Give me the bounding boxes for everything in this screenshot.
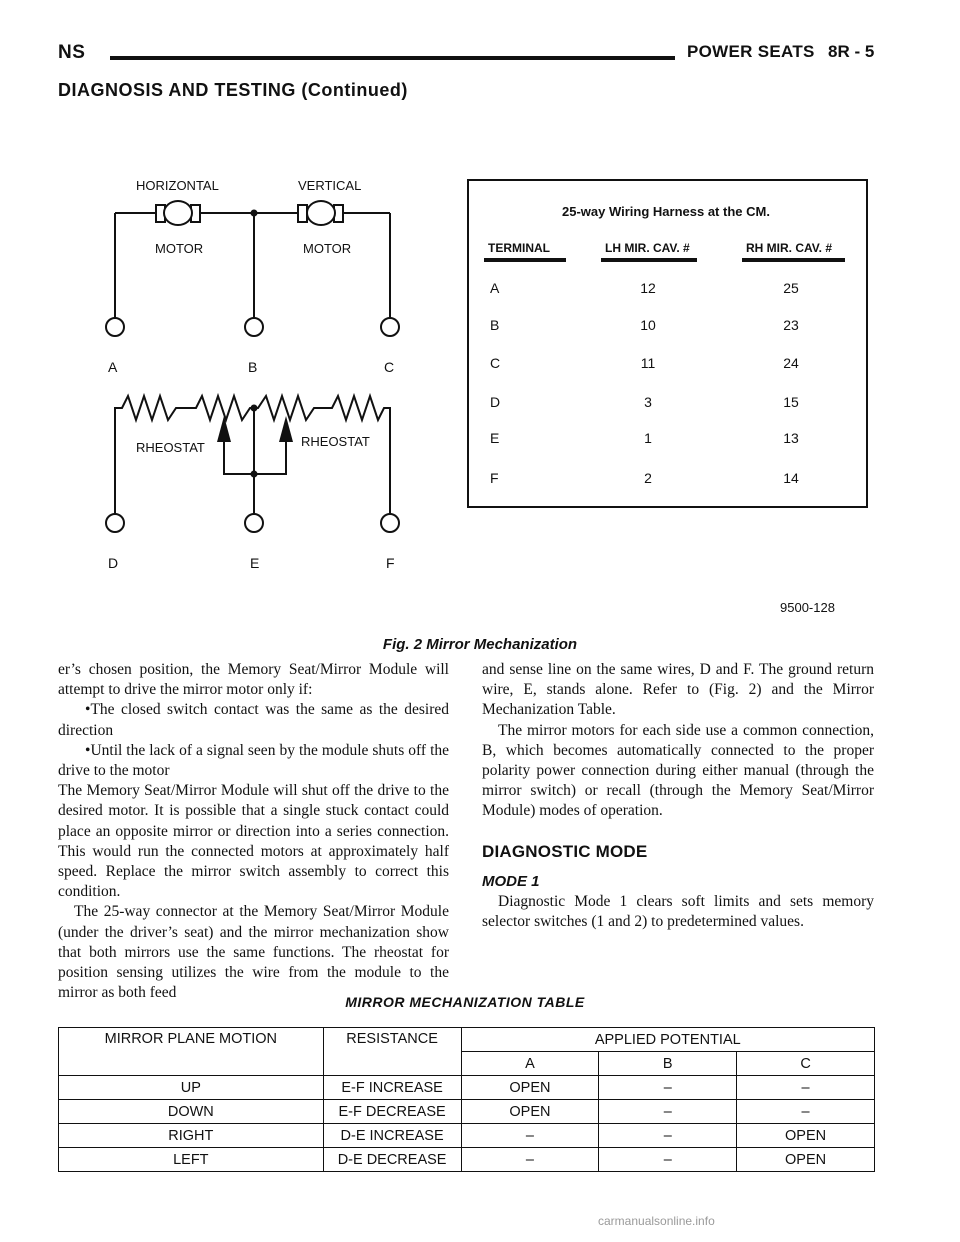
- header-applied-potential: APPLIED POTENTIAL: [461, 1028, 874, 1052]
- rheostat-junction-bottom-dot: [251, 471, 258, 478]
- right-column: [482, 660, 874, 932]
- watermark: carmanualsonline.info: [598, 1214, 715, 1228]
- harness-header-terminal: TERMINAL: [488, 241, 550, 255]
- right-paragraph-3: Diagnostic Mode 1 clears soft limits and sets memory selector switches (1 and 2) to predetermined values.: [482, 893, 874, 931]
- table-cell: –: [737, 1076, 875, 1100]
- table-cell: LEFT: [59, 1148, 324, 1172]
- label-motor-right: MOTOR: [303, 241, 352, 256]
- table-cell: UP: [59, 1076, 324, 1100]
- table-cell: –: [599, 1124, 737, 1148]
- table-cell: –: [599, 1076, 737, 1100]
- terminal-label-d: D: [108, 555, 119, 571]
- bullet-icon: •: [85, 701, 91, 719]
- terminal-b-icon: [245, 318, 263, 336]
- terminal-label-e: E: [250, 555, 260, 571]
- table-cell: –: [461, 1124, 599, 1148]
- schematic-wiring: [115, 213, 390, 318]
- harness-cell: 23: [783, 317, 799, 333]
- harness-header-lh: LH MIR. CAV. #: [605, 241, 690, 255]
- harness-header-rh: RH MIR. CAV. #: [746, 241, 833, 255]
- table-row: [59, 1100, 875, 1124]
- harness-cell: 15: [783, 394, 799, 410]
- bullet-item-2: [58, 741, 449, 781]
- table-cell: D-E INCREASE: [323, 1124, 461, 1148]
- terminal-d-icon: [106, 514, 124, 532]
- bullet-item-1: [58, 700, 449, 740]
- terminal-a-icon: [106, 318, 124, 336]
- harness-underline-lh: [601, 258, 697, 262]
- mirror-mechanization-table: [58, 1027, 875, 1172]
- table-cell: OPEN: [737, 1148, 875, 1172]
- harness-cell: 25: [783, 280, 799, 296]
- header-page-number: 8R - 5: [828, 42, 875, 61]
- terminal-c-icon: [381, 318, 399, 336]
- table-cell: OPEN: [461, 1100, 599, 1124]
- harness-cell: 24: [783, 355, 799, 371]
- harness-cell: 10: [640, 317, 656, 333]
- harness-underline-rh: [742, 258, 845, 262]
- table-cell: OPEN: [737, 1124, 875, 1148]
- terminal-label-a: A: [108, 359, 118, 375]
- subheader-c: C: [737, 1052, 875, 1076]
- table-cell: D-E DECREASE: [323, 1148, 461, 1172]
- table-cell: DOWN: [59, 1100, 324, 1124]
- mirror-table-header-row: [59, 1028, 875, 1052]
- harness-table: [484, 204, 845, 486]
- terminal-label-c: C: [384, 359, 395, 375]
- mode-1-subheading: MODE 1: [482, 872, 540, 890]
- harness-cell: 3: [644, 394, 652, 410]
- harness-cell: 14: [783, 470, 799, 486]
- harness-cell: 13: [783, 430, 799, 446]
- label-vertical: VERTICAL: [298, 178, 362, 193]
- wiper-arrow-left-icon: [217, 416, 231, 442]
- table-cell: –: [737, 1100, 875, 1124]
- subheader-b: B: [599, 1052, 737, 1076]
- right-paragraph-2: The mirror motors for each side use a common connection, B, which becomes automatically connected to the proper polarity power connection during either manual (through the mirror switch) or recall (through the Memory Seat/Mirror Module) modes of operation.: [482, 721, 874, 820]
- right-paragraph-1: and sense line on the same wires, D and F. The ground return wire, E, stands alone. Refer to (Fig. 2) and the Mirror Mechanization Table.: [482, 661, 874, 719]
- bullet-icon: •: [85, 741, 91, 759]
- harness-cell: F: [490, 470, 499, 486]
- horizontal-motor-icon: [156, 201, 200, 225]
- left-paragraph-1: er’s chosen position, the Memory Seat/Mirror Module will attempt to drive the mirror motor only if:: [58, 661, 449, 699]
- bullet-text-1: The closed switch contact was the same as the desired direction: [58, 701, 449, 739]
- harness-cell: D: [490, 394, 501, 410]
- table-cell: E-F INCREASE: [323, 1076, 461, 1100]
- table-row: [59, 1124, 875, 1148]
- table-row: [59, 1076, 875, 1100]
- header-section-title: POWER SEATS: [687, 42, 815, 61]
- bullet-text-2: Until the lack of a signal seen by the module shuts off the drive to the motor: [58, 741, 449, 780]
- left-paragraph-3: The 25-way connector at the Memory Seat/Mirror Module (under the driver’s seat) and the mirror mechanization show that both mirrors use the same functions. The rheostat for position sensing utilizes the wire from the module to the mirror as both feed: [58, 903, 449, 1002]
- harness-cell: 12: [640, 280, 656, 296]
- label-horizontal: HORIZONTAL: [136, 178, 219, 193]
- table-cell: –: [599, 1100, 737, 1124]
- terminal-e-icon: [245, 514, 263, 532]
- vertical-motor-icon: [298, 201, 343, 225]
- harness-cell: 11: [640, 355, 656, 371]
- table-cell: –: [599, 1148, 737, 1172]
- terminal-label-b: B: [248, 359, 258, 375]
- figure-caption: Fig. 2 Mirror Mechanization: [382, 636, 578, 653]
- left-column: [58, 660, 449, 1003]
- rheostat-wiring: [115, 396, 390, 518]
- terminal-f-icon: [381, 514, 399, 532]
- header-left-code: NS: [58, 42, 86, 63]
- harness-table-title: 25-way Wiring Harness at the CM.: [562, 204, 770, 219]
- table-cell: E-F DECREASE: [323, 1100, 461, 1124]
- terminal-label-f: F: [386, 555, 395, 571]
- label-rheostat-left: RHEOSTAT: [136, 440, 205, 455]
- header-motion: MIRROR PLANE MOTION: [59, 1028, 324, 1076]
- table-row: [59, 1148, 875, 1172]
- harness-cell: A: [490, 280, 500, 296]
- table-cell: –: [461, 1148, 599, 1172]
- harness-cell: 1: [644, 430, 652, 446]
- label-rheostat-right: RHEOSTAT: [301, 434, 370, 449]
- motor-junction-dot: [251, 210, 258, 217]
- figure-code: 9500-128: [780, 600, 835, 615]
- rheostat-junction-top-dot: [251, 405, 258, 412]
- header-resistance: RESISTANCE: [323, 1028, 461, 1076]
- table-cell: OPEN: [461, 1076, 599, 1100]
- harness-table-frame: [468, 180, 867, 507]
- label-motor-left: MOTOR: [155, 241, 204, 256]
- left-paragraph-2: The Memory Seat/Mirror Module will shut off the drive to the desired motor. It is possible that a single stuck contact could place an opposite mirror or direction into a series connection. This would run the connected motors at approximately half speed. Replace the mirror switch assembly to correct this condition.: [58, 782, 449, 901]
- diagnostic-mode-heading: DIAGNOSTIC MODE: [482, 841, 648, 861]
- harness-underline-terminal: [484, 258, 566, 262]
- subheader-a: A: [461, 1052, 599, 1076]
- harness-cell: C: [490, 355, 501, 371]
- harness-cell: 2: [644, 470, 652, 486]
- section-title: DIAGNOSIS AND TESTING (Continued): [58, 80, 408, 100]
- harness-cell: E: [490, 430, 500, 446]
- harness-cell: B: [490, 317, 500, 333]
- table-cell: RIGHT: [59, 1124, 324, 1148]
- mirror-table-title: MIRROR MECHANIZATION TABLE: [345, 994, 585, 1010]
